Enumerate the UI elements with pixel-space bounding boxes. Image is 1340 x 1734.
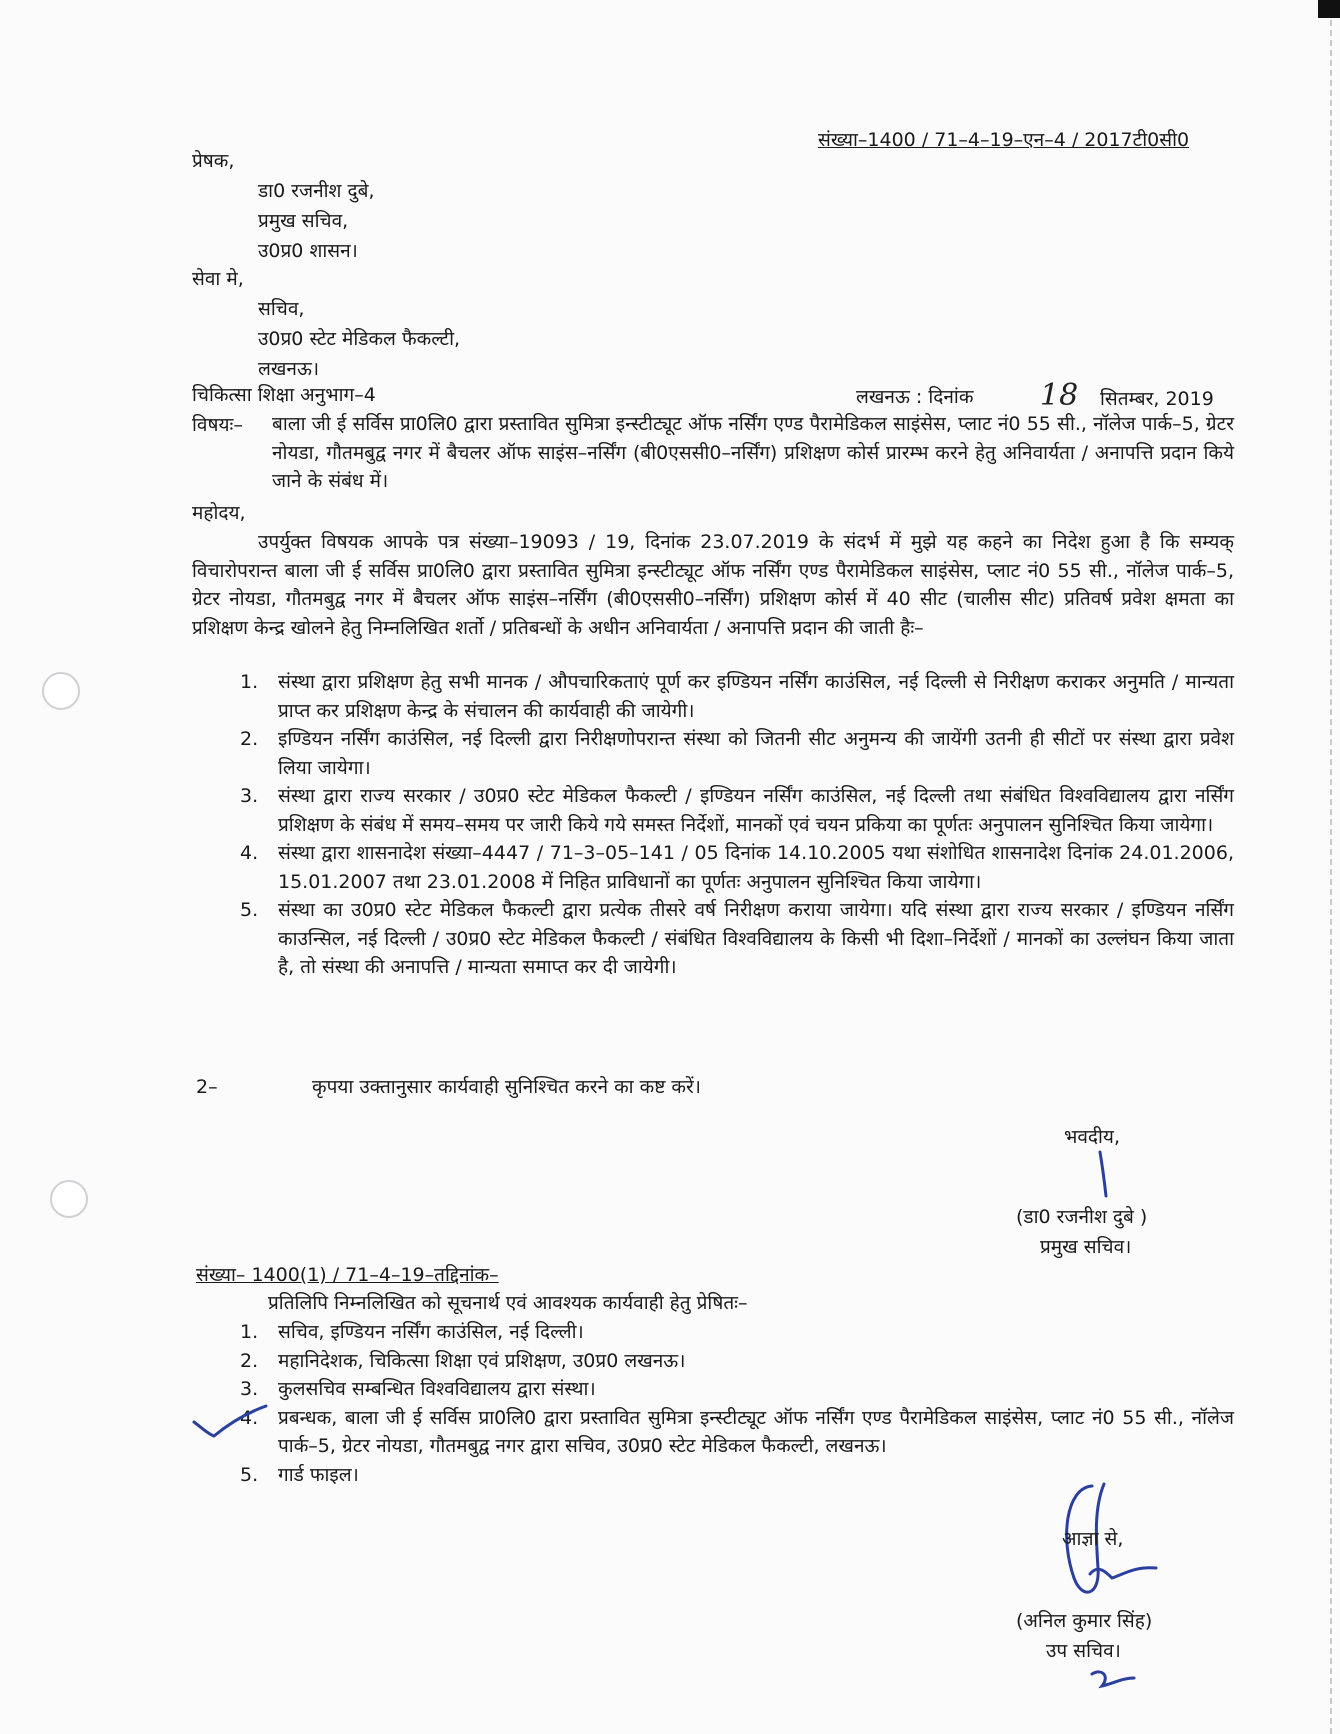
punch-hole <box>42 672 80 710</box>
copy-list <box>240 1318 1234 1489</box>
recipient-city: लखनऊ। <box>258 358 320 380</box>
subject-text: बाला जी ई सर्विस प्रा0लि0 द्वारा प्रस्तावित सुमित्रा इन्स्टीट्यूट ऑफ नर्सिंग एण्ड पैरामेडिकल साइंसेस, प्लाट नं0 55 सी., नॉलेज पार्क–5, ग्रेटर नोयडा, गौतमबुद्व नगर में बैचलर ऑफ साइंस–नर्सिंग (बी0एससी0–नर्सिंग) प्रशिक्षण कोर्स प्रारम्भ करने हेतु अनिवार्यता / अनापत्ति प्रदान किये जाने के संबंध में। <box>272 413 1234 492</box>
tick-mark-icon <box>190 1400 270 1440</box>
list-item <box>240 1375 1234 1404</box>
list-item-number: 1. <box>240 1321 259 1343</box>
conditions-list <box>240 668 1234 982</box>
salutation: महोदय, <box>192 502 246 524</box>
list-item-text: संस्था का उ0प्र0 स्टेट मेडिकल फैकल्टी द्वारा प्रत्येक तीसरे वर्ष निरीक्षण कराया जायेगा। यदि संस्था द्वारा राज्य सरकार / इण्डियन नर्सिंग काउन्सिल, नई दिल्ली / उ0प्र0 स्टेट मेडिकल फैकल्टी / संबंधित विश्वविद्यालय के किसी भी दिशा–निर्देशों / मानकों का उल्लंघन किया जाता है, तो संस्था की अनापत्ति / मान्यता समाप्त कर दी जायेगी। <box>278 899 1234 978</box>
section-name: चिकित्सा शिक्षा अनुभाग–4 <box>192 384 376 406</box>
list-item-text: प्रबन्धक, बाला जी ई सर्विस प्रा0लि0 द्वारा प्रस्तावित सुमित्रा इन्स्टीट्यूट ऑफ नर्सिंग एण्ड पैरामेडिकल साइंसेस, प्लाट नं0 55 सी., नॉलेज पार्क–5, ग्रेटर नोयडा, गौतमबुद्व नगर द्वारा सचिव, उ0प्र0 स्टेट मेडिकल फैकल्टी, लखनऊ। <box>278 1406 1234 1457</box>
page-edge <box>1330 0 1340 1734</box>
list-item-number: 3. <box>240 1378 259 1400</box>
list-item-text: इण्डियन नर्सिंग काउंसिल, नई दिल्ली द्वारा निरीक्षणोपरान्त संस्था को जितनी सीट अनुमन्य की जायेंगी उतनी ही सीटों पर संस्था द्वारा प्रवेश लिया जायेगा। <box>278 728 1234 779</box>
list-item <box>240 1347 1234 1376</box>
second-closing: आज्ञा से, <box>1062 1528 1124 1550</box>
copy-intro: प्रतिलिपि निम्नलिखित को सूचनार्थ एवं आवश्यक कार्यवाही हेतु प्रेषितः– <box>268 1292 748 1314</box>
date-month-year: सितम्बर, 2019 <box>1100 388 1214 410</box>
body-paragraph: उपर्युक्त विषयक आपके पत्र संख्या–19093 / 19, दिनांक 23.07.2019 के संदर्भ में मुझे यह कहने का निदेश हुआ है कि सम्यक् विचारोपरान्त बाला जी ई सर्विस प्रा0लि0 द्वारा प्रस्तावित सुमित्रा इन्स्टीट्यूट ऑफ नर्सिंग एण्ड पैरामेडिकल साइंसेस, प्लाट नं0 55 सी., नॉलेज पार्क–5, ग्रेटर नोयडा, गौतमबुद्व नगर में बैचलर ऑफ साइंस–नर्सिंग (बी0एससी0–नर्सिंग) प्रशिक्षण कोर्स में 40 सीट (चालीस सीट) प्रतिवर्ष प्रवेश क्षमता का प्रशिक्षण केन्द्र खोलने हेतु निम्नलिखित शर्तो / प्रतिबन्धों के अधीन अनिवार्यता / अनापत्ति प्रदान की जाती हैः– <box>192 531 1234 639</box>
list-item-number: 5. <box>240 899 259 921</box>
second-signatory-designation: उप सचिव। <box>1046 1640 1121 1662</box>
signature-stroke-icon <box>1090 1150 1120 1200</box>
corner-mark <box>1318 0 1340 18</box>
sender-label: प्रेषक, <box>192 150 235 172</box>
recipient-designation: सचिव, <box>258 298 305 320</box>
list-item <box>240 725 1234 782</box>
date-prefix: लखनऊ : दिनांक <box>856 386 974 408</box>
copy-reference: संख्या– 1400(1) / 71–4–19–तद्दिनांक– <box>196 1264 499 1286</box>
list-item <box>240 896 1234 982</box>
list-item-text: कुलसचिव सम्बन्धित विश्वविद्यालय द्वारा संस्था। <box>278 1378 596 1400</box>
date-day-handwritten: 18 <box>1040 378 1079 413</box>
reference-number: संख्या–1400 / 71–4–19–एन–4 / 2017टी0सी0 <box>818 129 1190 151</box>
list-item-number: 3. <box>240 785 259 807</box>
list-item <box>240 1318 1234 1347</box>
punch-hole <box>50 1180 88 1218</box>
second-signatory-name: (अनिल कुमार सिंह) <box>1016 1610 1153 1632</box>
list-item <box>240 1404 1234 1461</box>
list-item-text: संस्था द्वारा राज्य सरकार / उ0प्र0 स्टेट मेडिकल फैकल्टी / इण्डियन नर्सिंग काउंसिल, नई दिल्ली तथा संबंधित विश्वविद्यालय द्वारा नर्सिंग प्रशिक्षण के संबंध में समय–समय पर जारी किये गये समस्त निर्देशों, मानकों एवं चयन प्रकिया का पूर्णतः अनुपालन सुनिश्चित किया जायेगा। <box>278 785 1234 836</box>
sender-designation: प्रमुख सचिव, <box>258 210 349 232</box>
list-item-number: 2. <box>240 728 259 750</box>
recipient-office: उ0प्र0 स्टेट मेडिकल फैकल्टी, <box>258 328 461 350</box>
recipient-label: सेवा मे, <box>192 268 244 290</box>
closing: भवदीय, <box>1064 1126 1120 1148</box>
sender-office: उ0प्र0 शासन। <box>258 240 358 262</box>
list-item-text: संस्था द्वारा प्रशिक्षण हेतु सभी मानक / औपचारिकताएं पूर्ण कर इण्डियन नर्सिंग काउंसिल, नई दिल्ली से निरीक्षण कराकर अनुमति / मान्यता प्राप्त कर प्रशिक्षण केन्द्र के संचालन की कार्यवाही की जायेगी। <box>278 671 1234 722</box>
list-item-text: संस्था द्वारा शासनादेश संख्या–4447 / 71–3–05–141 / 05 दिनांक 14.10.2005 यथा संशोधित शासनादेश दिनांक 24.01.2006, 15.01.2007 तथा 23.01.2008 में निहित प्राविधानों का पूर्णतः अनुपालन सुनिश्चित किया जायेगा। <box>278 842 1234 893</box>
list-item-text: महानिदेशक, चिकित्सा शिक्षा एवं प्रशिक्षण, उ0प्र0 लखनऊ। <box>278 1349 686 1372</box>
list-item <box>240 839 1234 896</box>
list-item-number: 4. <box>240 1406 259 1429</box>
para2-number: 2– <box>196 1076 218 1098</box>
para2-text: कृपया उक्तानुसार कार्यवाही सुनिश्चित करने का कष्ट करें। <box>312 1076 701 1098</box>
sender-name: डा0 रजनीश दुबे, <box>258 180 375 202</box>
list-item <box>240 782 1234 839</box>
signatory-name: (डा0 रजनीश दुबे ) <box>1016 1206 1148 1228</box>
list-item-text: गार्ड फाइल। <box>278 1463 359 1486</box>
subject-label: विषयः– <box>192 414 243 436</box>
initial-mark-icon <box>1088 1666 1138 1696</box>
list-item-text: सचिव, इण्डियन नर्सिंग काउंसिल, नई दिल्ली। <box>278 1321 584 1343</box>
list-item-number: 2. <box>240 1349 259 1372</box>
list-item-number: 1. <box>240 671 259 693</box>
list-item <box>240 668 1234 725</box>
list-item-number: 5. <box>240 1463 259 1486</box>
list-item-number: 4. <box>240 842 259 864</box>
signatory-designation: प्रमुख सचिव। <box>1040 1236 1132 1258</box>
